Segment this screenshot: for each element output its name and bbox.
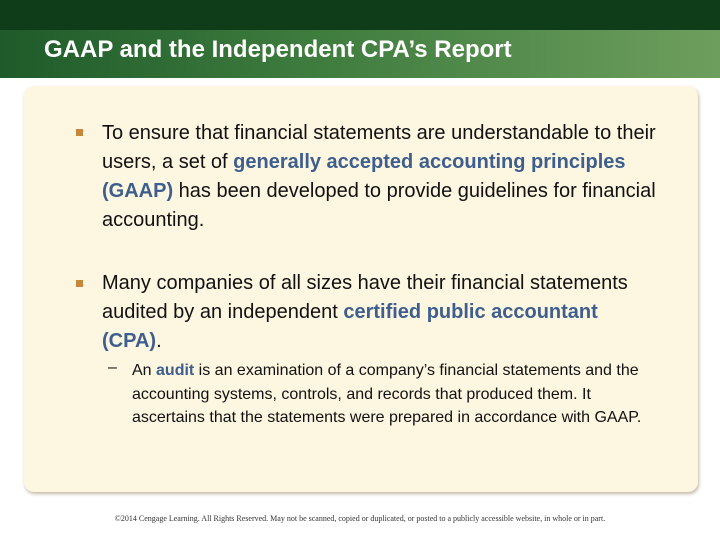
bullet-1-text-after: has been developed to provide guidelines for financial accounting. <box>102 180 656 231</box>
bullet-marker-1 <box>76 129 83 136</box>
bullet-marker-2 <box>76 280 83 287</box>
bullet-2-term-cpa: certified public accountant (CPA) <box>102 301 598 352</box>
title-top-strip <box>0 0 720 30</box>
bullet-2-text-before: Many companies of all sizes have their financial statements audited by an independent <box>102 272 628 323</box>
bullet-2-text-after: . <box>156 330 162 352</box>
bullet-2-text <box>102 269 662 356</box>
sub-bullet-text <box>132 359 652 430</box>
bullet-1-text <box>102 119 662 235</box>
sub-bullet-text-after: is an examination of a company’s financial statements and the accounting systems, controls, and records that produced them. It ascertains that the statements were prepared in accordance with GAAP. <box>132 362 642 426</box>
slide-title: GAAP and the Independent CPA’s Report <box>44 36 512 63</box>
bullet-1-term-gaap: generally accepted accounting principles (GAAP) <box>102 151 626 202</box>
copyright-footer: ©2014 Cengage Learning. All Rights Reserved. May not be scanned, copied or duplicated, or posted to a publicly accessible website, in whole or in part. <box>114 514 606 523</box>
sub-bullet-text-before: An <box>132 362 157 379</box>
bullet-1-text-before: To ensure that financial statements are understandable to their users, a set of <box>102 122 656 173</box>
sub-bullet-term-audit: audit <box>156 362 195 379</box>
sub-bullet-marker: – <box>108 359 117 376</box>
